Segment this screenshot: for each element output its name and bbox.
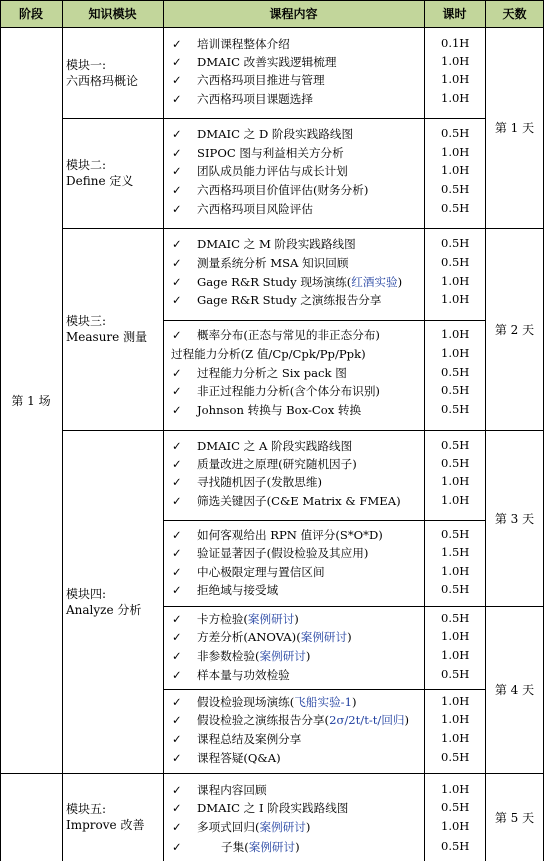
check-icon: ✓ bbox=[172, 457, 182, 471]
header-hours: 课时 bbox=[424, 0, 485, 27]
module-5-line2: Improve 改善 bbox=[66, 818, 145, 832]
content-item bbox=[172, 474, 322, 490]
check-icon: ✓ bbox=[172, 384, 182, 398]
content-item bbox=[172, 182, 368, 198]
content-text: 过程能力分析之 Six pack 图 bbox=[197, 366, 347, 380]
hours-value: 0.5H bbox=[441, 750, 470, 764]
content-item bbox=[172, 163, 348, 179]
hours-value: 0.5H bbox=[441, 365, 470, 379]
content-text: 假设检验现场演练( bbox=[197, 695, 295, 709]
content-text: 培训课程整体介绍 bbox=[197, 37, 290, 51]
hours-value: 1.0H bbox=[441, 91, 470, 105]
content-text: 如何客观给出 RPN 值评分(S*O*D) bbox=[197, 528, 383, 542]
hours-value: 1.0H bbox=[441, 163, 470, 177]
check-icon: ✓ bbox=[172, 494, 182, 508]
content-text: 六西格玛项目推进与管理 bbox=[197, 73, 325, 87]
module-5-line1: 模块五: bbox=[66, 802, 107, 816]
content-text: 非参数检验( bbox=[197, 649, 260, 663]
content-item bbox=[172, 54, 336, 70]
content-text: 中心极限定理与置信区间 bbox=[197, 565, 325, 579]
check-icon: ✓ bbox=[172, 649, 182, 663]
content-item bbox=[172, 438, 352, 454]
content-item bbox=[172, 694, 356, 710]
hours-value: 1.0H bbox=[441, 564, 470, 578]
content-item bbox=[172, 91, 313, 107]
check-icon: ✓ bbox=[172, 783, 182, 797]
check-icon: ✓ bbox=[172, 475, 182, 489]
check-icon: ✓ bbox=[172, 237, 182, 251]
content-item bbox=[172, 648, 310, 664]
content-text: 拒绝域与接受域 bbox=[197, 583, 279, 597]
content-highlight: 案例研讨 bbox=[259, 820, 306, 834]
module-5 bbox=[62, 773, 163, 861]
content-tail: ) bbox=[294, 612, 299, 626]
hours-value: 1.0H bbox=[441, 731, 470, 745]
content-text: 卡方检验( bbox=[197, 612, 248, 626]
content-item bbox=[172, 782, 267, 798]
hours-value: 1.0H bbox=[441, 474, 470, 488]
check-icon: ✓ bbox=[172, 668, 182, 682]
content-text: 六西格玛项目风险评估 bbox=[197, 202, 313, 216]
hours-value: 0.5H bbox=[441, 236, 470, 250]
content-tail: ) bbox=[347, 630, 352, 644]
content-item bbox=[172, 611, 299, 627]
content-item bbox=[172, 731, 301, 747]
module-1-line1: 模块一: bbox=[66, 57, 107, 72]
content-highlight: 案例研讨 bbox=[248, 840, 296, 854]
hours-value: 1.0H bbox=[441, 274, 470, 288]
content-item bbox=[172, 839, 300, 855]
hours-value: 1.0H bbox=[441, 694, 470, 708]
content-item bbox=[172, 712, 409, 728]
hours-value: 1.0H bbox=[441, 346, 470, 360]
hours-value: 0.5H bbox=[441, 383, 470, 397]
check-icon: ✓ bbox=[172, 546, 182, 560]
content-tail: ) bbox=[305, 820, 311, 834]
check-icon: ✓ bbox=[172, 403, 182, 417]
content-highlight: 案例研讨 bbox=[247, 612, 295, 626]
hours-value: 1.0H bbox=[441, 782, 470, 796]
content-text: SIPOC 图与利益相关方分析 bbox=[197, 146, 344, 160]
hours-value: 0.5H bbox=[441, 438, 470, 452]
hours-value: 0.5H bbox=[441, 527, 470, 541]
content-item bbox=[172, 292, 382, 308]
hours-value: 1.0H bbox=[441, 72, 470, 86]
content-item bbox=[172, 365, 347, 381]
check-icon: ✓ bbox=[172, 695, 182, 709]
content-text: 课程内容回顾 bbox=[197, 783, 267, 797]
hours-value: 0.5H bbox=[441, 182, 470, 196]
content-item bbox=[172, 255, 349, 271]
content-text: 方差分析(ANOVA)( bbox=[197, 630, 301, 644]
content-item bbox=[172, 629, 352, 645]
check-icon: ✓ bbox=[172, 328, 182, 342]
hours-value: 0.5H bbox=[441, 201, 470, 215]
check-icon: ✓ bbox=[172, 840, 182, 854]
check-icon: ✓ bbox=[172, 146, 182, 160]
check-icon: ✓ bbox=[172, 713, 182, 727]
check-icon: ✓ bbox=[172, 565, 182, 579]
hours-value: 0.1H bbox=[441, 36, 470, 50]
content-item bbox=[172, 582, 278, 598]
content-highlight: 飞船实验-1 bbox=[294, 695, 352, 709]
content-item bbox=[172, 126, 353, 142]
hours-value: 1.0H bbox=[441, 712, 470, 726]
hours-value: 0.5H bbox=[441, 611, 470, 625]
content-item bbox=[172, 527, 383, 543]
content-text: 验证显著因子(假设检验及其应用) bbox=[197, 546, 369, 560]
check-icon: ✓ bbox=[172, 183, 182, 197]
content-item bbox=[172, 456, 357, 472]
header-days: 天数 bbox=[485, 0, 544, 27]
check-icon: ✓ bbox=[172, 630, 182, 644]
content-tail: ) bbox=[397, 275, 403, 289]
content-item bbox=[172, 564, 325, 580]
content-item bbox=[172, 72, 325, 88]
module-1 bbox=[62, 27, 163, 118]
hours-value: 0.5H bbox=[441, 667, 470, 681]
check-icon: ✓ bbox=[172, 92, 182, 106]
content-item bbox=[172, 493, 401, 509]
content-text: DMAIC 之 M 阶段实践路线图 bbox=[197, 237, 356, 251]
check-icon: ✓ bbox=[172, 164, 182, 178]
content-text: DMAIC 之 A 阶段实践路线图 bbox=[197, 439, 353, 453]
content-text: 非正过程能力分析(含个体分布识别) bbox=[197, 384, 380, 398]
hours-value: 0.5H bbox=[441, 402, 470, 416]
hours-value: 0.5H bbox=[441, 456, 470, 470]
content-text: 筛选关键因子(C&E Matrix & FMEA) bbox=[197, 494, 401, 508]
day-2: 第 2 天 bbox=[494, 322, 535, 337]
day-3: 第 3 天 bbox=[494, 511, 535, 526]
hours-value: 1.0H bbox=[441, 145, 470, 159]
content-item bbox=[172, 145, 344, 161]
content-item bbox=[172, 545, 368, 561]
content-item bbox=[171, 346, 366, 362]
hours-value: 0.5H bbox=[441, 800, 470, 814]
check-icon: ✓ bbox=[172, 37, 182, 51]
check-icon: ✓ bbox=[172, 275, 182, 289]
content-highlight: 案例研讨 bbox=[300, 630, 348, 644]
content-text: 假设检验之演练报告分享( bbox=[197, 713, 330, 727]
check-icon: ✓ bbox=[172, 202, 182, 216]
hours-value: 1.0H bbox=[441, 648, 470, 662]
content-tail: ) bbox=[351, 695, 357, 709]
hours-value: 1.0H bbox=[441, 54, 470, 68]
hours-value: 0.5H bbox=[441, 582, 470, 596]
content-item bbox=[172, 819, 310, 835]
module-4 bbox=[62, 430, 163, 773]
content-item bbox=[172, 36, 290, 52]
content-item bbox=[172, 274, 402, 290]
header-stage: 阶段 bbox=[0, 0, 62, 27]
content-item bbox=[172, 383, 380, 399]
content-text: 六西格玛项目课题选择 bbox=[197, 92, 313, 106]
day-4: 第 4 天 bbox=[494, 683, 535, 697]
hours-value: 1.0H bbox=[441, 327, 470, 341]
check-icon: ✓ bbox=[172, 801, 182, 815]
hours-value: 1.5H bbox=[441, 545, 470, 559]
content-highlight: 2σ/2t/t-t/回归 bbox=[329, 713, 405, 727]
module-3-line1: 模块三: bbox=[66, 314, 107, 328]
hours-value: 1.0H bbox=[441, 629, 470, 643]
content-tail: ) bbox=[404, 713, 410, 727]
module-3 bbox=[62, 228, 163, 430]
check-icon: ✓ bbox=[172, 732, 182, 746]
day-5: 第 5 天 bbox=[494, 810, 535, 825]
header-module: 知识模块 bbox=[62, 0, 163, 27]
hours-value: 1.0H bbox=[441, 292, 470, 306]
content-text: Johnson 转换与 Box-Cox 转换 bbox=[197, 403, 362, 417]
check-icon: ✓ bbox=[172, 439, 182, 453]
check-icon: ✓ bbox=[172, 820, 182, 834]
check-icon: ✓ bbox=[172, 293, 182, 307]
module-2-line2: Define 定义 bbox=[66, 174, 134, 188]
stage-label: 第 1 场 bbox=[11, 393, 51, 408]
hours-value: 1.0H bbox=[441, 493, 470, 507]
content-item bbox=[172, 327, 380, 343]
content-text: DMAIC 之 D 阶段实践路线图 bbox=[197, 127, 354, 141]
content-tail: ) bbox=[295, 840, 300, 854]
content-text: 多项式回归( bbox=[197, 820, 260, 834]
module-4-line1: 模块四: bbox=[66, 586, 107, 601]
day-1: 第 1 天 bbox=[494, 121, 535, 135]
content-item bbox=[172, 800, 348, 816]
hours-value: 0.5H bbox=[441, 839, 470, 853]
check-icon: ✓ bbox=[172, 612, 182, 626]
content-text: DMAIC 之 I 阶段实践路线图 bbox=[197, 801, 349, 815]
check-icon: ✓ bbox=[172, 583, 182, 597]
check-icon: ✓ bbox=[172, 366, 182, 380]
content-text: 寻找随机因子(发散思维) bbox=[197, 475, 322, 489]
check-icon: ✓ bbox=[172, 256, 182, 270]
content-item bbox=[172, 667, 290, 683]
module-3-line2: Measure 测量 bbox=[66, 330, 148, 344]
content-text: Gage R&R Study 现场演练( bbox=[197, 275, 352, 289]
content-text: 课程答疑(Q&A) bbox=[197, 751, 281, 765]
content-text: 样本量与功效检验 bbox=[197, 668, 290, 682]
hours-value: 1.0H bbox=[441, 819, 470, 833]
module-4-line2: Analyze 分析 bbox=[66, 602, 142, 617]
content-text: 概率分布(正态与常见的非正态分布) bbox=[197, 328, 380, 342]
content-text: DMAIC 改善实践逻辑梳理 bbox=[197, 55, 337, 69]
content-item bbox=[172, 236, 356, 252]
content-item bbox=[172, 402, 361, 418]
content-text: 子集( bbox=[221, 840, 249, 854]
check-icon: ✓ bbox=[172, 528, 182, 542]
check-icon: ✓ bbox=[172, 73, 182, 87]
check-icon: ✓ bbox=[172, 55, 182, 69]
content-text: 质量改进之原理(研究随机因子) bbox=[197, 457, 357, 471]
content-text: 团队成员能力评估与成长计划 bbox=[197, 164, 348, 178]
hours-value: 0.5H bbox=[441, 126, 470, 140]
check-icon: ✓ bbox=[172, 751, 182, 765]
header-content: 课程内容 bbox=[163, 0, 424, 27]
content-item bbox=[172, 750, 281, 766]
content-highlight: 案例研讨 bbox=[259, 649, 306, 663]
content-text: 六西格玛项目价值评估(财务分析) bbox=[197, 183, 369, 197]
content-text: 课程总结及案例分享 bbox=[197, 732, 302, 746]
content-text: 测量系统分析 MSA 知识回顾 bbox=[197, 256, 349, 270]
check-icon: ✓ bbox=[172, 127, 182, 141]
hours-value: 0.5H bbox=[441, 255, 470, 269]
module-2 bbox=[62, 118, 163, 228]
content-tail: ) bbox=[305, 649, 311, 663]
content-text: 过程能力分析(Z 值/Cp/Cpk/Pp/Ppk) bbox=[171, 347, 366, 361]
content-highlight: 红酒实验 bbox=[351, 275, 398, 289]
module-2-line1: 模块二: bbox=[66, 158, 107, 172]
content-text: Gage R&R Study 之演练报告分享 bbox=[197, 293, 382, 307]
module-1-line2: 六西格玛概论 bbox=[66, 73, 139, 88]
content-item bbox=[172, 201, 313, 217]
